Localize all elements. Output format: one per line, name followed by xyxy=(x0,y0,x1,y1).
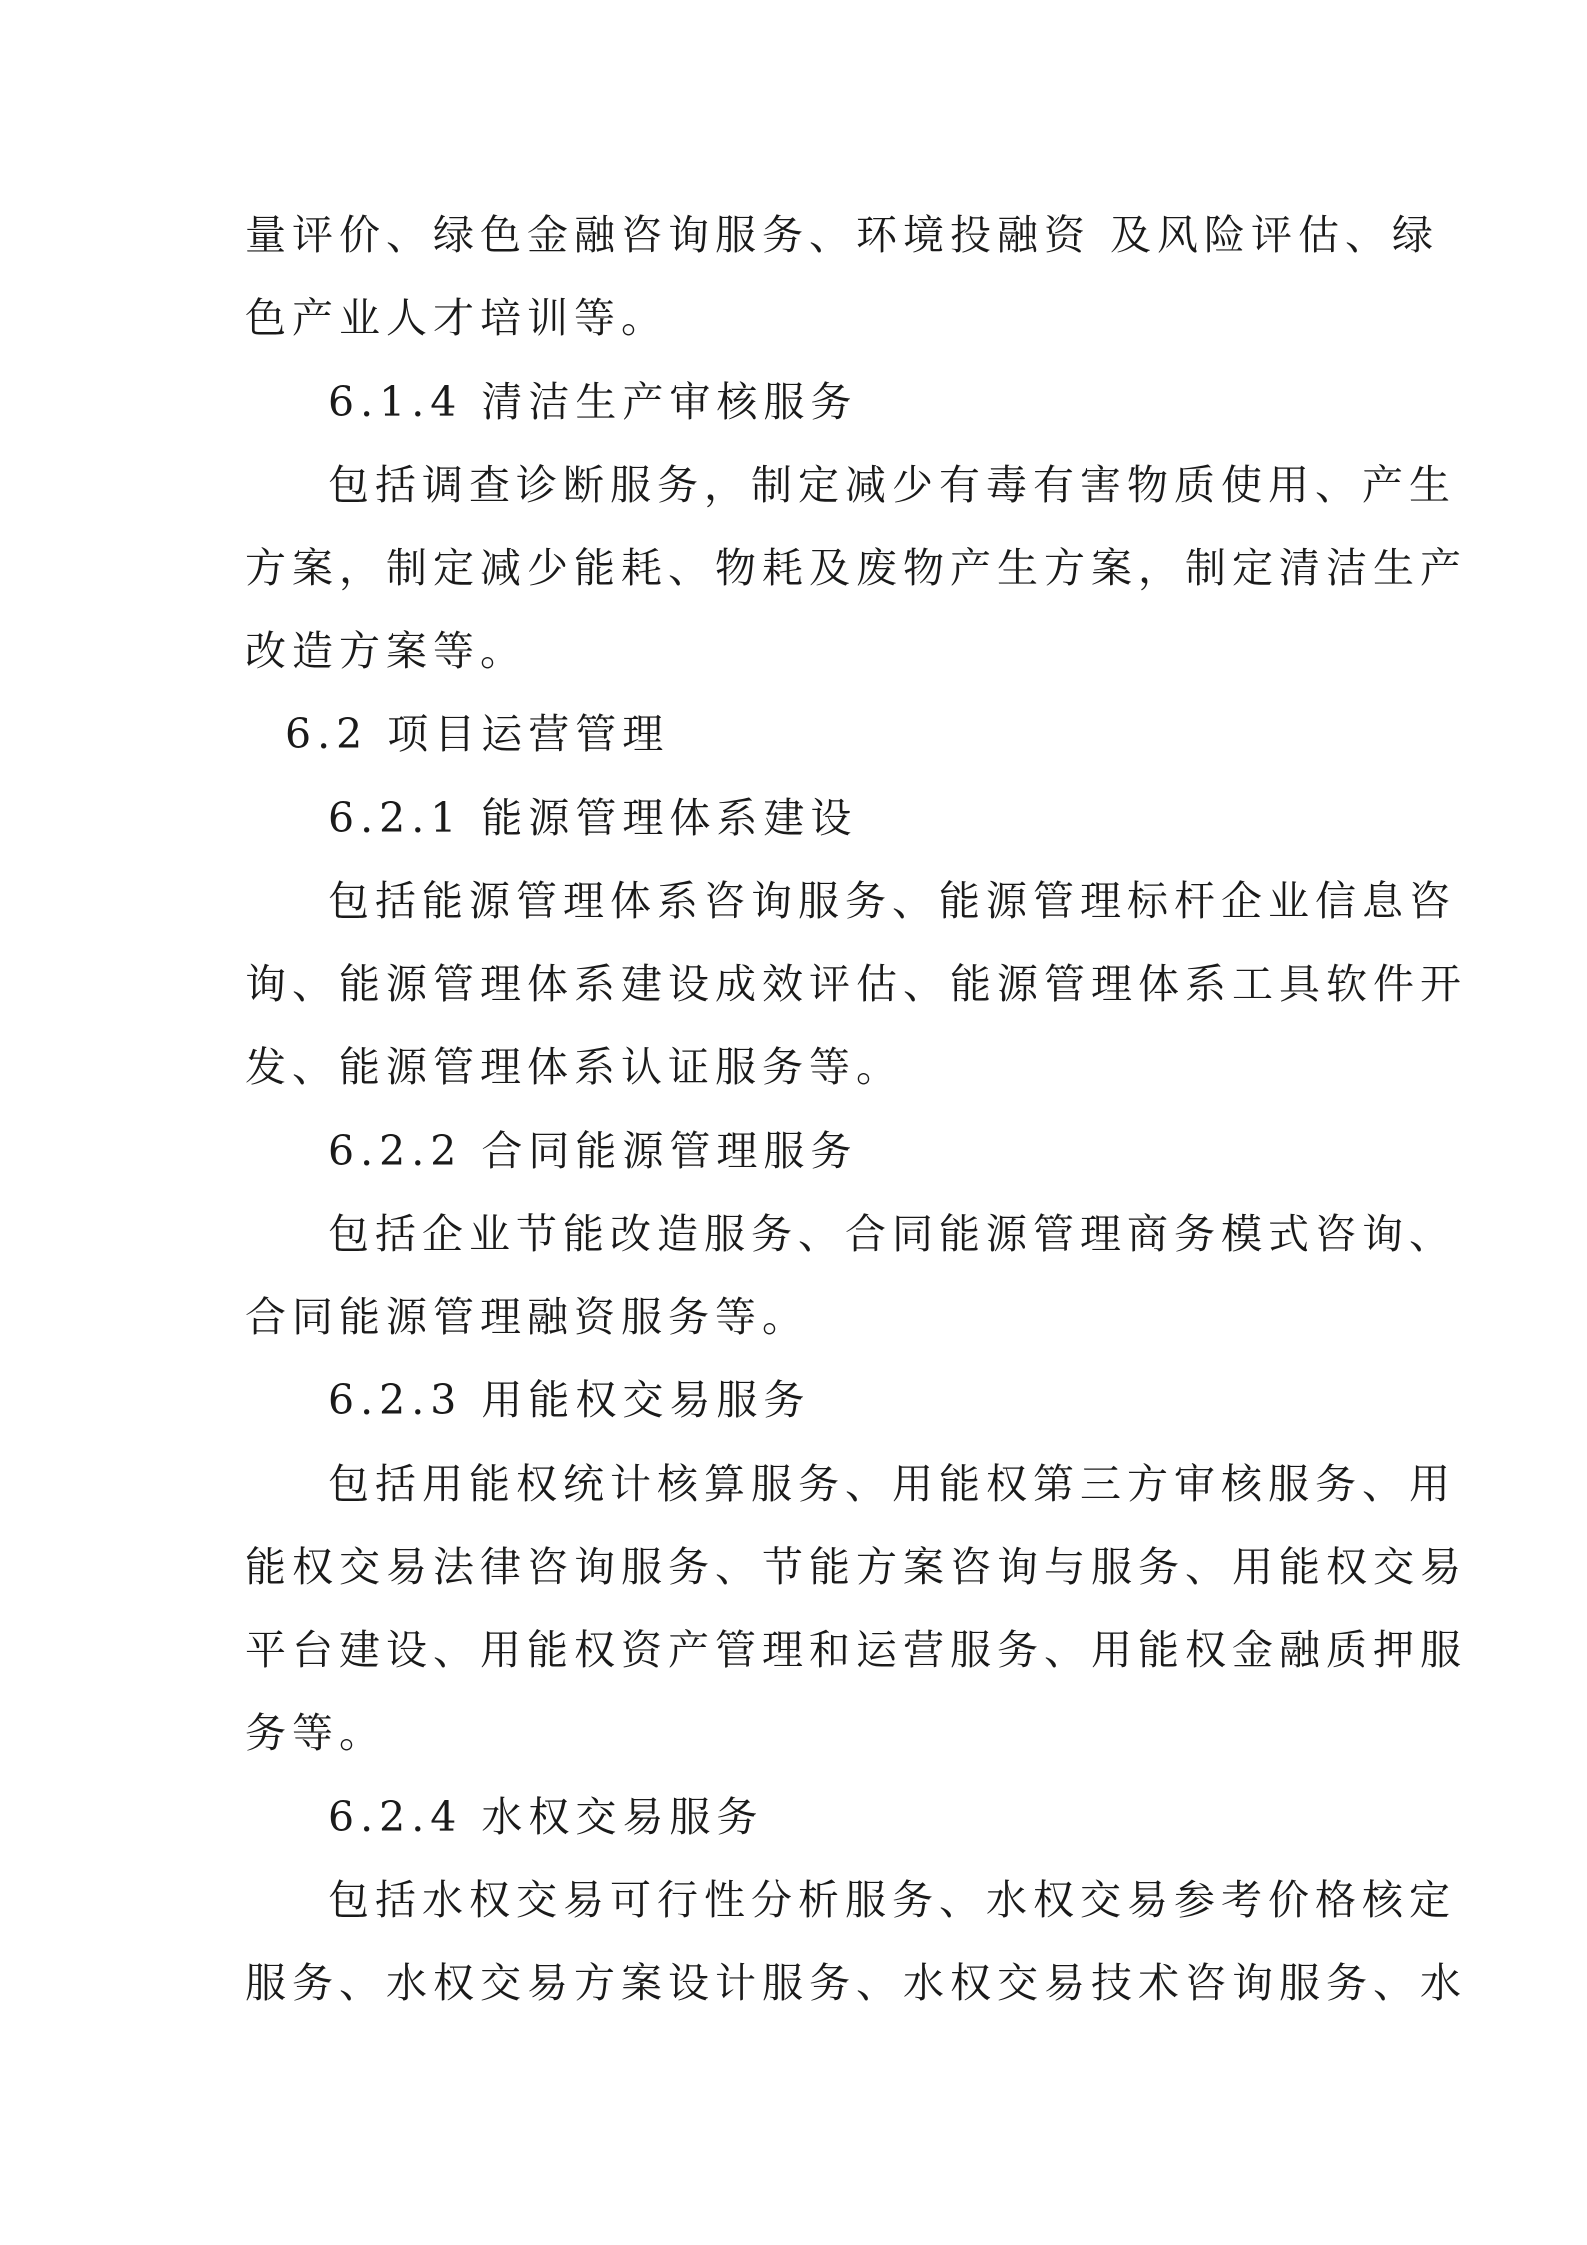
section-heading: 6.2 项目运营管理 xyxy=(285,710,670,758)
paragraph-line: 包括用能权统计核算服务、用能权第三方审核服务、用 xyxy=(328,1460,1456,1508)
paragraph-line: 务等。 xyxy=(245,1709,386,1757)
paragraph-line: 包括能源管理体系咨询服务、能源管理标杆企业信息咨 xyxy=(328,877,1456,925)
paragraph-line: 包括水权交易可行性分析服务、水权交易参考价格核定 xyxy=(328,1876,1456,1924)
paragraph-line: 询、能源管理体系建设成效评估、能源管理体系工具软件开 xyxy=(245,960,1467,1008)
section-heading: 6.2.3 用能权交易服务 xyxy=(328,1376,811,1424)
paragraph-line: 包括企业节能改造服务、合同能源管理商务模式咨询、 xyxy=(328,1210,1456,1258)
paragraph-line: 色产业人才培训等。 xyxy=(245,294,668,342)
paragraph-line: 改造方案等。 xyxy=(245,627,527,675)
paragraph-line: 平台建设、用能权资产管理和运营服务、用能权金融质押服 xyxy=(245,1626,1467,1674)
paragraph-line: 合同能源管理融资服务等。 xyxy=(245,1293,809,1341)
paragraph-line: 包括调查诊断服务，制定减少有毒有害物质使用、产生 xyxy=(328,461,1456,509)
paragraph-line: 能权交易法律咨询服务、节能方案咨询与服务、用能权交易 xyxy=(245,1543,1467,1591)
section-heading: 6.1.4 清洁生产审核服务 xyxy=(328,378,858,426)
section-heading: 6.2.2 合同能源管理服务 xyxy=(328,1127,858,1175)
paragraph-line: 服务、水权交易方案设计服务、水权交易技术咨询服务、水 xyxy=(245,1959,1467,2007)
paragraph-line: 发、能源管理体系认证服务等。 xyxy=(245,1043,903,1091)
section-heading: 6.2.4 水权交易服务 xyxy=(328,1793,764,1841)
paragraph-line: 量评价、绿色金融咨询服务、环境投融资 及风险评估、绿 xyxy=(245,211,1440,259)
paragraph-line: 方案，制定减少能耗、物耗及废物产生方案，制定清洁生产 xyxy=(245,544,1467,592)
section-heading: 6.2.1 能源管理体系建设 xyxy=(328,794,858,842)
